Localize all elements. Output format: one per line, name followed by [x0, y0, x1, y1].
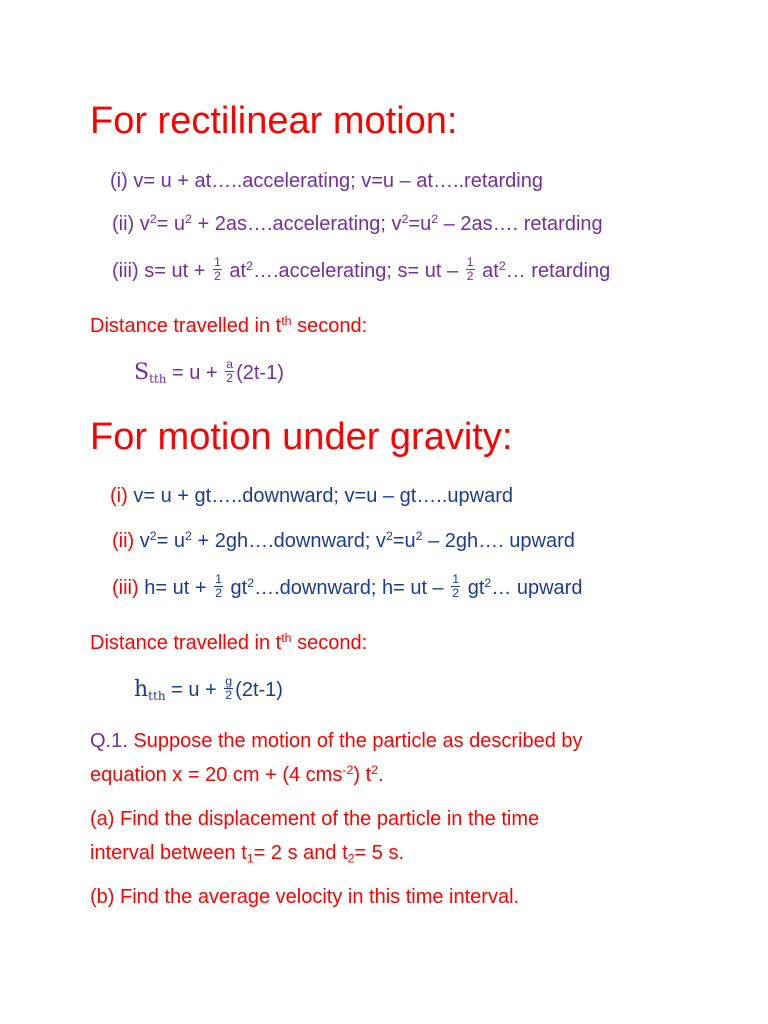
text-part: interval between t: [90, 842, 247, 864]
question-part-a-line-2: [90, 842, 404, 865]
eq-label: (ii): [112, 213, 140, 235]
text-part: equation x = 20 cm + (4 cms: [90, 764, 343, 786]
formula-part: (2t-1): [235, 679, 283, 701]
eq-part: = u: [156, 530, 186, 552]
text-part: Distance travelled in t: [90, 632, 282, 654]
rect-tth-formula: [134, 357, 284, 387]
question-text: Suppose the motion of the particle as described by: [133, 730, 583, 752]
fraction-half: [213, 256, 222, 283]
grav-distance-label: [90, 632, 367, 655]
question-line-1: [90, 730, 583, 753]
eq-part: s= ut +: [144, 259, 211, 282]
fraction-numerator: 1: [215, 572, 222, 586]
fraction-half: [466, 256, 475, 283]
fraction-half: [451, 573, 460, 600]
eq-sup: 2: [498, 258, 506, 273]
fraction-denominator: 2: [215, 586, 222, 601]
eq-part: – 2as…. retarding: [438, 213, 603, 235]
eq-part: … retarding: [505, 259, 611, 282]
eq-part: =u: [392, 530, 416, 552]
eq-part: at: [223, 259, 247, 282]
eq-sup: 2: [484, 575, 492, 590]
eq-part: at: [476, 259, 499, 282]
formula-subscript: tth: [149, 372, 167, 387]
eq-label: (ii): [112, 530, 140, 552]
rect-equation-3: [112, 255, 611, 285]
eq-sup: 2: [385, 529, 393, 544]
fraction-numerator: g: [225, 674, 233, 689]
text-part: Distance travelled in t: [90, 315, 282, 337]
eq-sup: 2: [247, 575, 255, 590]
formula-part: = u +: [165, 679, 223, 701]
eq-text: v= u + gt…..downward; v=u – gt…..upward: [133, 485, 513, 507]
eq-sup: 2: [185, 212, 192, 227]
eq-part: ….accelerating; s= ut –: [253, 259, 464, 282]
eq-label: (i): [110, 485, 134, 507]
formula-part: (2t-1): [236, 362, 284, 384]
fraction-denominator: 2: [225, 688, 233, 703]
eq-part: … upward: [491, 576, 583, 599]
fraction-numerator: 1: [466, 255, 474, 269]
eq-part: =u: [408, 213, 432, 235]
grav-tth-formula: [134, 674, 283, 704]
eq-label: (i): [110, 170, 134, 192]
formula-subscript: tth: [148, 689, 166, 704]
text-part: = 2 s and t: [253, 842, 348, 864]
eq-part: gt: [462, 576, 485, 599]
rectilinear-heading: For rectilinear motion:: [90, 100, 458, 142]
eq-part: v: [139, 530, 150, 552]
eq-sup: 2: [149, 529, 157, 544]
eq-part: gt: [224, 576, 248, 599]
eq-label: (iii): [112, 576, 145, 599]
fraction-g-over-2: [224, 675, 233, 702]
eq-text: v= u + at…..accelerating; v=u – at…..retarding: [133, 170, 543, 192]
eq-sup: 2: [246, 258, 253, 273]
gravity-heading: For motion under gravity:: [90, 416, 513, 458]
text-part: .: [378, 764, 384, 786]
question-part-a-line-1: (a) Find the displacement of the particle in the time: [90, 808, 540, 830]
eq-label: (iii): [112, 259, 145, 282]
grav-equation-1: [110, 485, 513, 508]
fraction-numerator: 1: [452, 572, 460, 586]
question-part-b: (b) Find the average velocity in this time interval.: [90, 886, 520, 908]
eq-part: ….downward; h= ut –: [254, 576, 450, 599]
fraction-denominator: 2: [466, 269, 474, 284]
question-line-2: [90, 764, 384, 787]
text-part: ) t: [353, 764, 372, 786]
eq-sup: 2: [401, 212, 409, 227]
text-sub: 2: [347, 851, 355, 866]
fraction-denominator: 2: [226, 371, 234, 386]
eq-sup: 2: [415, 529, 423, 544]
grav-equation-2: [112, 530, 575, 553]
formula-part: = u +: [166, 362, 224, 384]
fraction-denominator: 2: [452, 586, 460, 601]
rect-distance-label: [90, 315, 367, 338]
fraction-numerator: a: [226, 357, 234, 372]
rect-equation-2: [112, 213, 603, 236]
eq-part: h= ut +: [144, 576, 213, 599]
eq-part: – 2gh…. upward: [422, 530, 575, 552]
eq-part: = u: [156, 213, 186, 235]
rect-equation-1: [110, 170, 543, 193]
fraction-half: [214, 573, 223, 600]
eq-sup: 2: [149, 212, 157, 227]
formula-symbol: S: [134, 360, 150, 385]
fraction-a-over-2: [225, 358, 234, 385]
text-part: second:: [291, 315, 368, 337]
text-part: = 5 s.: [354, 842, 405, 864]
eq-part: v: [139, 213, 150, 235]
grav-equation-3: [112, 572, 583, 602]
eq-sup: 2: [431, 212, 439, 227]
text-sup: -2: [342, 763, 354, 778]
question-label: Q.1.: [90, 730, 134, 752]
eq-sup: 2: [185, 529, 192, 544]
eq-part: + 2gh….downward; v: [191, 530, 386, 552]
text-part: second:: [291, 632, 368, 654]
text-sup: th: [281, 314, 292, 329]
text-sup: th: [281, 631, 292, 646]
text-sub: 1: [246, 851, 254, 866]
text-sup: 2: [371, 763, 379, 778]
formula-symbol: h: [134, 677, 149, 702]
fraction-denominator: 2: [213, 269, 221, 284]
eq-part: + 2as….accelerating; v: [191, 213, 402, 235]
fraction-numerator: 1: [213, 255, 221, 269]
